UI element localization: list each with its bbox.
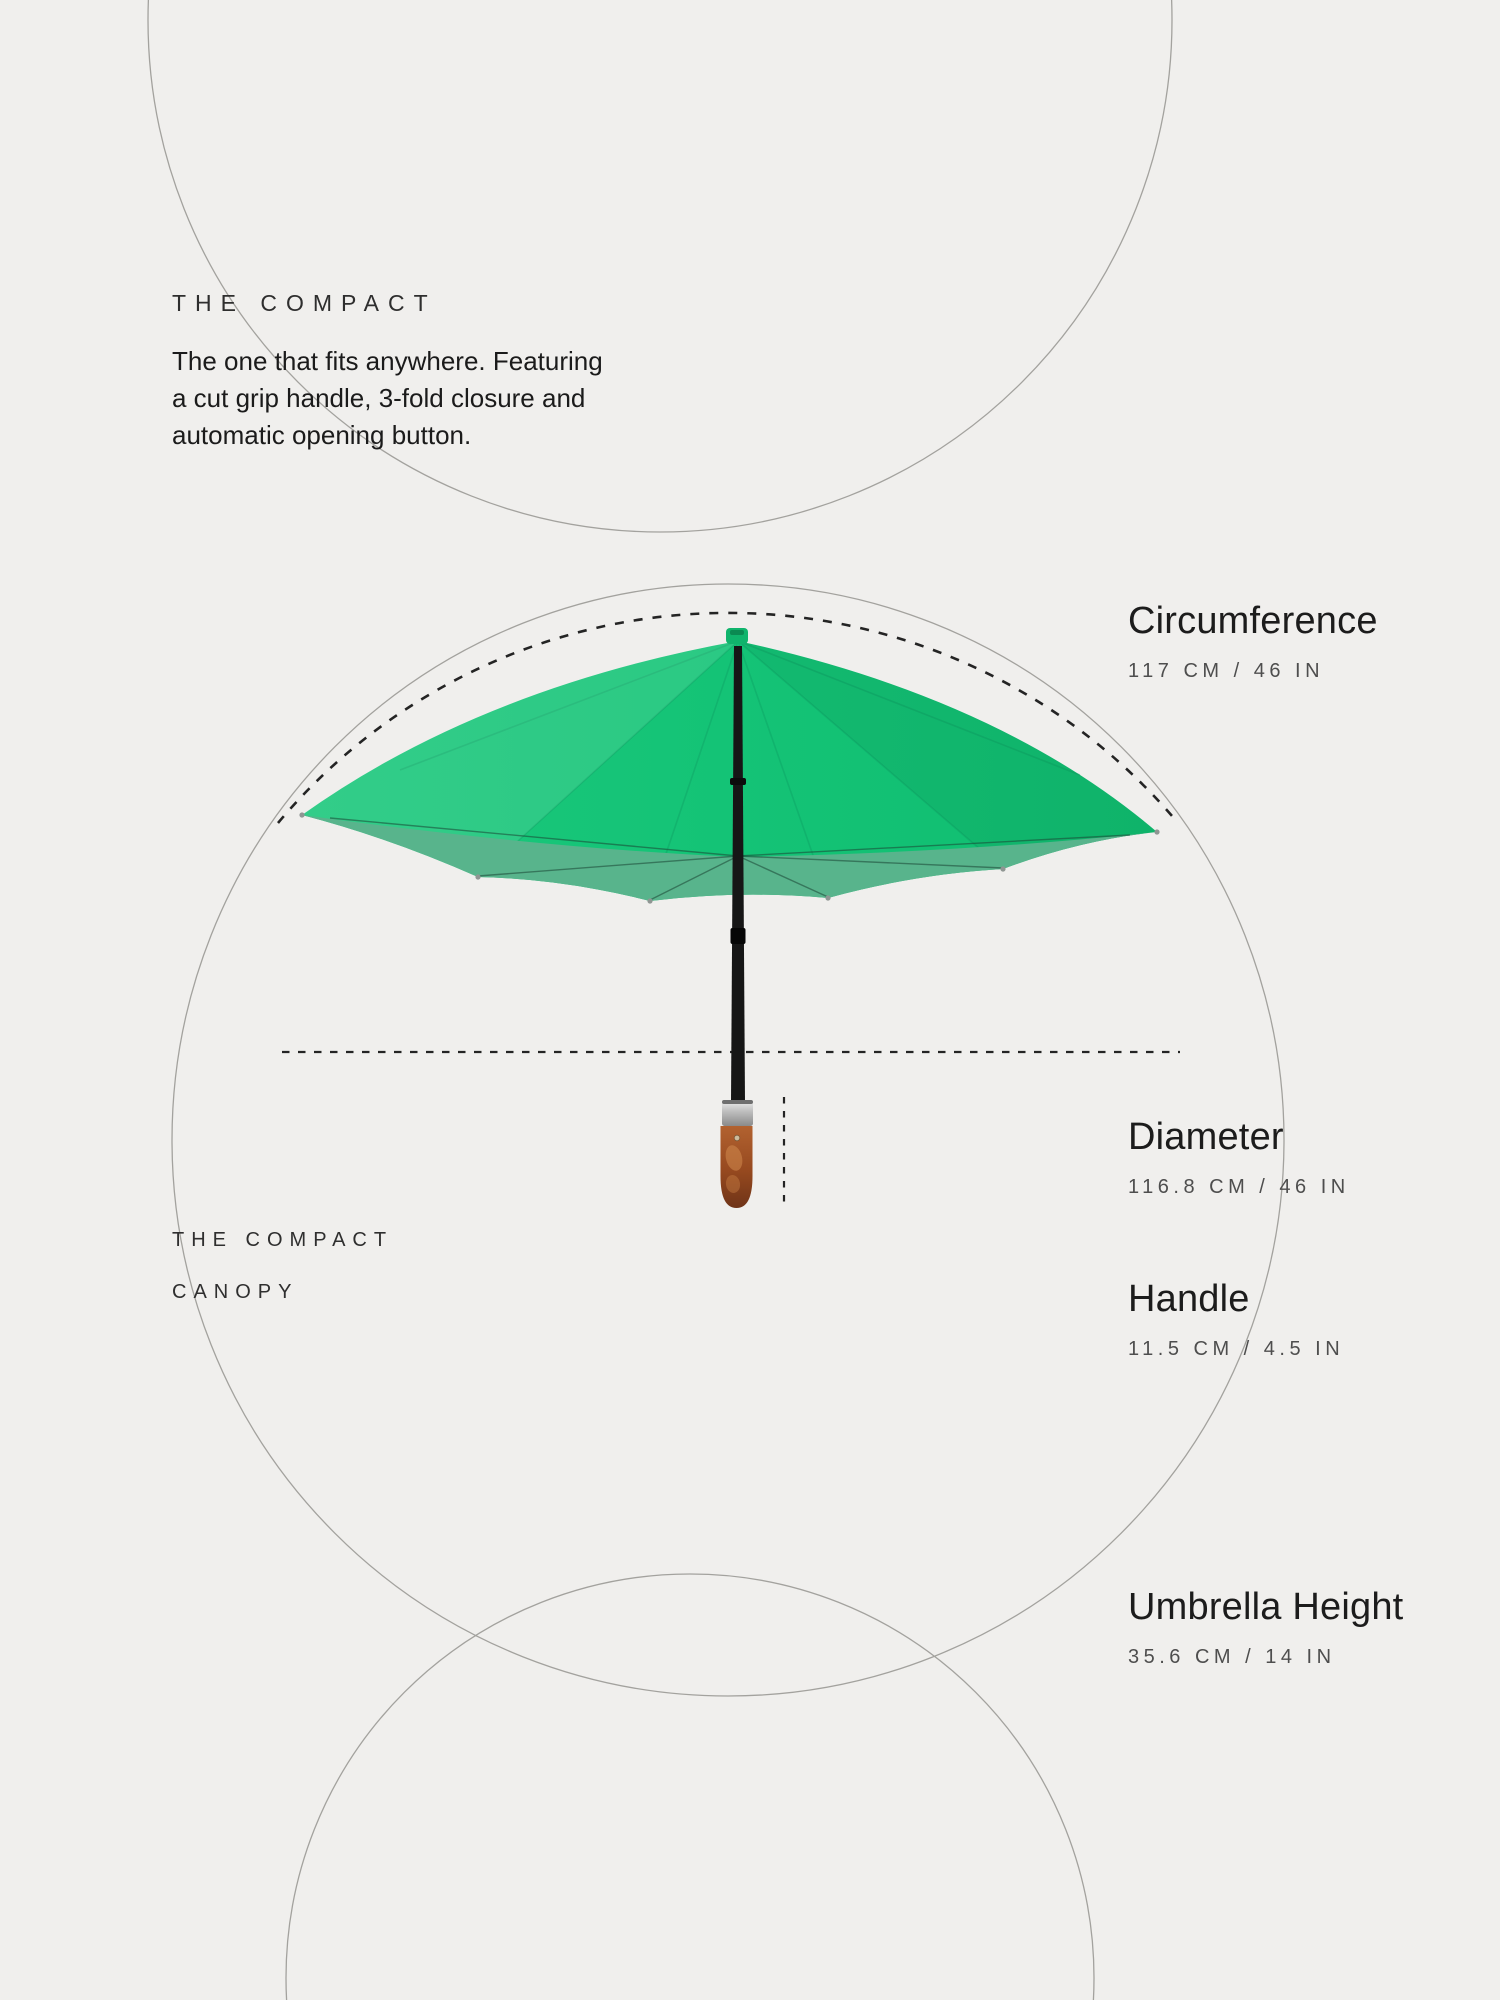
- spec-label: Circumference: [1128, 600, 1378, 642]
- canopy-apex-tip-cap: [730, 630, 744, 635]
- rib-tip: [299, 812, 304, 817]
- product-description-line: a cut grip handle, 3-fold closure and: [172, 383, 586, 413]
- canopy-label: [172, 1229, 393, 1304]
- handle-screw: [734, 1135, 740, 1141]
- spec-label: Handle: [1128, 1278, 1250, 1320]
- umbrella-illustration: [299, 628, 1159, 1208]
- rib-tip: [1154, 829, 1159, 834]
- spec-umbrella-height: [1128, 1586, 1488, 1669]
- product-title: THE COMPACT: [172, 290, 437, 316]
- canopy-label-subtitle: CANOPY: [172, 1281, 299, 1303]
- handle-collar-lip: [722, 1100, 753, 1104]
- spec-value: 11.5 CM / 4.5 IN: [1128, 1338, 1345, 1360]
- spec-label: Diameter: [1128, 1116, 1284, 1158]
- product-description-line: automatic opening button.: [172, 420, 472, 450]
- spec-handle: [1128, 1278, 1488, 1361]
- rib-tip: [1000, 866, 1005, 871]
- spec-value: 117 CM / 46 IN: [1128, 660, 1325, 682]
- spec-label: Umbrella Height: [1128, 1586, 1404, 1628]
- rib-tip: [647, 898, 652, 903]
- decorative-circle-bottom: [286, 1574, 1094, 2000]
- canopy-label-title: THE COMPACT: [172, 1229, 394, 1251]
- spec-diameter: [1128, 1116, 1488, 1199]
- spec-value: 116.8 CM / 46 IN: [1128, 1176, 1350, 1198]
- rib-tip: [475, 874, 480, 879]
- product-description-line: The one that fits anywhere. Featuring: [172, 346, 603, 376]
- spec-value: 35.6 CM / 14 IN: [1128, 1646, 1336, 1668]
- shaft-joint: [730, 778, 746, 785]
- spec-circumference: [1128, 600, 1488, 683]
- rib-tip: [825, 895, 830, 900]
- shaft-runner: [731, 928, 746, 944]
- intro-section: [172, 290, 652, 454]
